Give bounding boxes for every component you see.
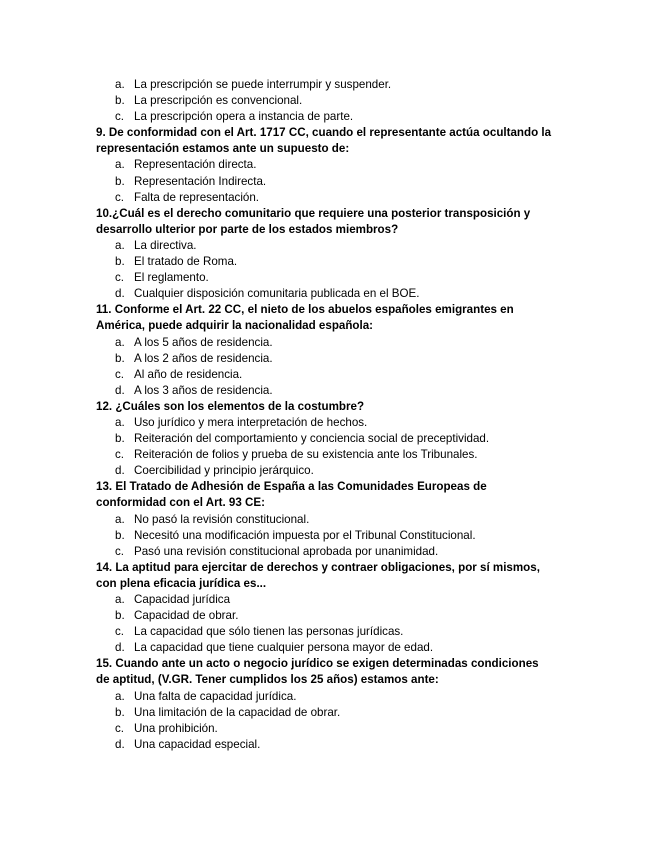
question-line: con plena eficacia jurídica es... bbox=[96, 576, 267, 590]
option-letter: c. bbox=[115, 110, 125, 124]
option-text: La capacidad que tiene cualquier persona mayor de edad. bbox=[134, 641, 434, 655]
answer-option bbox=[96, 238, 566, 254]
option-text: Una limitación de la capacidad de obrar. bbox=[134, 705, 341, 719]
question-line: desarrollo ulterior por parte de los estados miembros? bbox=[96, 222, 399, 236]
answer-option bbox=[96, 463, 566, 479]
option-text: El tratado de Roma. bbox=[134, 255, 238, 269]
question-text bbox=[96, 302, 566, 334]
option-letter: a. bbox=[115, 593, 125, 606]
option-text: El reglamento. bbox=[134, 271, 209, 285]
option-letter: b. bbox=[115, 705, 125, 719]
option-letter: b. bbox=[115, 609, 125, 623]
answer-option bbox=[96, 190, 566, 206]
question-text bbox=[96, 125, 566, 157]
answer-option bbox=[96, 383, 566, 399]
option-text: Reiteración de folios y prueba de su existencia ante los Tribunales. bbox=[134, 448, 478, 462]
option-letter: a. bbox=[115, 238, 125, 252]
option-text: Una prohibición. bbox=[134, 721, 218, 735]
option-text: Coercibilidad y principio jerárquico. bbox=[134, 464, 314, 478]
question-block bbox=[96, 479, 566, 559]
option-letter: d. bbox=[115, 641, 125, 655]
answer-option bbox=[96, 512, 566, 528]
option-letter: a. bbox=[115, 158, 125, 172]
answer-option bbox=[96, 640, 566, 656]
option-text: A los 3 años de residencia. bbox=[134, 383, 273, 397]
question-line: de aptitud, (V.GR. Tener cumplidos los 25 años) estamos ante: bbox=[96, 673, 439, 687]
answer-option bbox=[96, 254, 566, 270]
answer-option bbox=[96, 624, 566, 640]
answer-option bbox=[96, 592, 566, 608]
option-text: A los 5 años de residencia. bbox=[134, 335, 273, 349]
question-line: 9. De conformidad con el Art. 1717 CC, cuando el representante actúa ocultando la bbox=[96, 126, 552, 140]
answer-option bbox=[96, 431, 566, 447]
question-text bbox=[96, 206, 566, 238]
option-letter: c. bbox=[115, 190, 125, 204]
option-text: La prescripción es convencional. bbox=[134, 94, 303, 108]
option-letter: b. bbox=[115, 174, 125, 188]
option-letter: c. bbox=[115, 367, 125, 381]
answer-option bbox=[96, 286, 566, 302]
option-text: Al año de residencia. bbox=[134, 367, 243, 381]
answer-option bbox=[96, 77, 566, 93]
question-text bbox=[96, 399, 566, 415]
option-text: Capacidad jurídica bbox=[134, 593, 231, 606]
option-text: Uso jurídico y mera interpretación de hechos. bbox=[134, 415, 368, 429]
question-line: 15. Cuando ante un acto o negocio jurídico se exigen determinadas condiciones bbox=[96, 657, 539, 671]
question-block bbox=[96, 125, 566, 205]
question-line: 12. ¿Cuáles son los elementos de la costumbre? bbox=[96, 399, 365, 413]
option-text: A los 2 años de residencia. bbox=[134, 351, 273, 365]
option-letter: a. bbox=[115, 335, 125, 349]
option-letter: a. bbox=[115, 689, 125, 703]
option-letter: b. bbox=[115, 432, 125, 446]
option-letter: c. bbox=[115, 271, 125, 285]
option-text: Cualquier disposición comunitaria publicada en el BOE. bbox=[134, 287, 420, 301]
question-text bbox=[96, 656, 566, 688]
option-letter: a. bbox=[115, 415, 125, 429]
option-text: Capacidad de obrar. bbox=[134, 609, 239, 623]
answer-option bbox=[96, 608, 566, 624]
option-text: No pasó la revisión constitucional. bbox=[134, 512, 310, 526]
question-block bbox=[96, 560, 566, 657]
option-letter: d. bbox=[115, 737, 125, 751]
question-line: 11. Conforme el Art. 22 CC, el nieto de los abuelos españoles emigrantes en bbox=[96, 303, 514, 317]
answer-option bbox=[96, 157, 566, 173]
option-text: Representación directa. bbox=[134, 158, 257, 172]
question-list bbox=[96, 77, 566, 753]
answer-option bbox=[96, 109, 566, 125]
option-text: Una falta de capacidad jurídica. bbox=[134, 689, 297, 703]
answer-option bbox=[96, 705, 566, 721]
option-letter: d. bbox=[115, 464, 125, 478]
question-block bbox=[96, 206, 566, 303]
answer-option bbox=[96, 721, 566, 737]
option-text: Una capacidad especial. bbox=[134, 737, 261, 751]
question-line: 10.¿Cuál es el derecho comunitario que requiere una posterior transposición y bbox=[96, 206, 531, 220]
option-text: La directiva. bbox=[134, 238, 197, 252]
option-text: Reiteración del comportamiento y conciencia social de preceptividad. bbox=[134, 432, 490, 446]
answer-option bbox=[96, 174, 566, 190]
option-text: La prescripción opera a instancia de parte. bbox=[134, 110, 354, 124]
question-line: 13. El Tratado de Adhesión de España a las Comunidades Europeas de bbox=[96, 480, 487, 494]
answer-option bbox=[96, 351, 566, 367]
question-block bbox=[96, 399, 566, 479]
question-block bbox=[96, 656, 566, 753]
question-line: 14. La aptitud para ejercitar de derechos y contraer obligaciones, por sí mismos, bbox=[96, 560, 540, 574]
answer-option bbox=[96, 544, 566, 560]
question-line: conformidad con el Art. 93 CE: bbox=[96, 496, 265, 510]
option-text: La prescripción se puede interrumpir y suspender. bbox=[134, 78, 392, 91]
answer-option bbox=[96, 528, 566, 544]
option-text: Necesitó una modificación impuesta por el Tribunal Constitucional. bbox=[134, 528, 476, 542]
option-letter: d. bbox=[115, 383, 125, 397]
option-letter: a. bbox=[115, 512, 125, 526]
answer-option bbox=[96, 93, 566, 109]
answer-option bbox=[96, 270, 566, 286]
option-letter: d. bbox=[115, 287, 125, 301]
options-block bbox=[96, 77, 566, 125]
answer-option bbox=[96, 737, 566, 753]
answer-option bbox=[96, 335, 566, 351]
question-text bbox=[96, 560, 566, 592]
question-block bbox=[96, 302, 566, 399]
question-text bbox=[96, 479, 566, 511]
option-letter: b. bbox=[115, 351, 125, 365]
question-line: representación estamos ante un supuesto de: bbox=[96, 142, 350, 156]
option-letter: b. bbox=[115, 528, 125, 542]
option-text: La capacidad que sólo tienen las personas jurídicas. bbox=[134, 625, 404, 639]
option-letter: b. bbox=[115, 255, 125, 269]
option-letter: c. bbox=[115, 721, 125, 735]
question-line: América, puede adquirir la nacionalidad española: bbox=[96, 319, 374, 333]
answer-option bbox=[96, 367, 566, 383]
option-text: Pasó una revisión constitucional aprobada por unanimidad. bbox=[134, 544, 439, 558]
option-text: Representación Indirecta. bbox=[134, 174, 267, 188]
option-letter: c. bbox=[115, 625, 125, 639]
answer-option bbox=[96, 447, 566, 463]
option-letter: b. bbox=[115, 94, 125, 108]
option-letter: a. bbox=[115, 78, 125, 91]
option-letter: c. bbox=[115, 448, 125, 462]
answer-option bbox=[96, 415, 566, 431]
option-text: Falta de representación. bbox=[134, 190, 260, 204]
answer-option bbox=[96, 689, 566, 705]
option-letter: c. bbox=[115, 544, 125, 558]
